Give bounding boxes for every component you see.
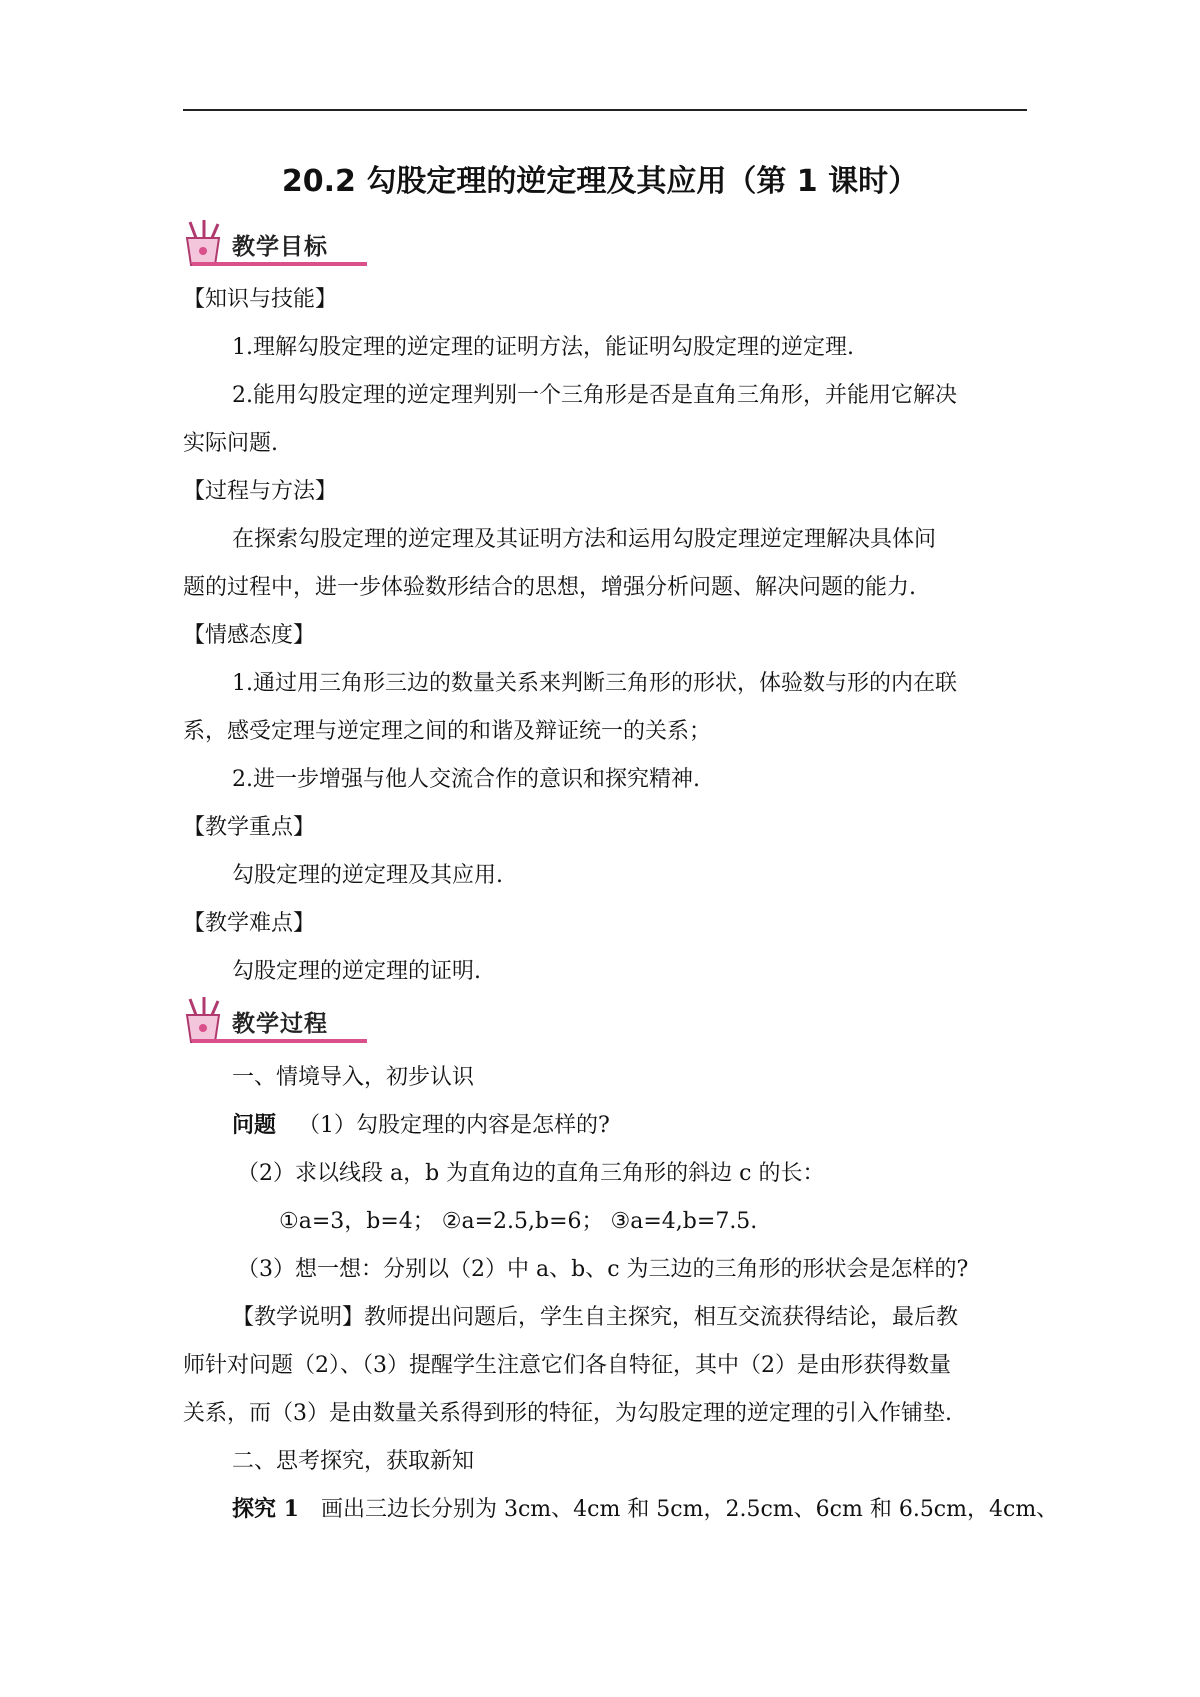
knowledge-item-1: 1.理解勾股定理的逆定理的证明方法，能证明勾股定理的逆定理. <box>232 335 854 360</box>
knowledge-heading: 【知识与技能】 <box>183 287 338 312</box>
section-badge-goals <box>182 218 367 270</box>
part-1-heading: 一、情境导入，初步认识 <box>232 1065 475 1090</box>
difficulty-heading: 【教学难点】 <box>183 911 316 936</box>
explore-1-text: 画出三边长分别为 3cm、4cm 和 5cm，2.5cm、6cm 和 6.5cm，4cm、 <box>320 1497 1059 1522</box>
emotion-heading: 【情感态度】 <box>183 623 316 648</box>
difficulty-text: 勾股定理的逆定理的证明. <box>232 959 481 984</box>
badge-label: 教学目标 <box>232 234 328 260</box>
emotion-item-1: 1.通过用三角形三边的数量关系来判断三角形的形状，体验数与形的内在联 <box>232 671 957 696</box>
knowledge-item-2-cont: 实际问题. <box>183 431 278 456</box>
process-text: 在探索勾股定理的逆定理及其证明方法和运用勾股定理逆定理解决具体问 <box>232 527 937 552</box>
process-heading: 【过程与方法】 <box>183 479 338 504</box>
pencil-cup-icon <box>182 995 224 1045</box>
badge-label: 教学过程 <box>232 1011 328 1037</box>
question-label: 问题 <box>232 1112 277 1138</box>
question-3: （3）想一想：分别以（2）中 a、b、c 为三边的三角形的形状会是怎样的? <box>237 1257 969 1282</box>
key-point-text: 勾股定理的逆定理及其应用. <box>232 863 503 888</box>
pencil-cup-icon <box>182 218 224 268</box>
key-point-heading: 【教学重点】 <box>183 815 316 840</box>
emotion-item-2: 2.进一步增强与他人交流合作的意识和探究精神. <box>232 767 700 792</box>
knowledge-item-2: 2.能用勾股定理的逆定理判别一个三角形是否是直角三角形，并能用它解决 <box>232 383 957 408</box>
question-1-text: （1）勾股定理的内容是怎样的? <box>298 1113 610 1138</box>
process-text-cont: 题的过程中，进一步体验数形结合的思想，增强分析问题、解决问题的能力. <box>183 575 916 600</box>
badge-underline <box>192 1039 367 1043</box>
emotion-item-1-cont: 系，感受定理与逆定理之间的和谐及辩证统一的关系； <box>183 719 712 744</box>
part-2-heading: 二、思考探究，获取新知 <box>232 1449 475 1474</box>
question-2: （2）求以线段 a，b 为直角边的直角三角形的斜边 c 的长： <box>237 1161 825 1186</box>
teaching-note: 【教学说明】教师提出问题后，学生自主探究，相互交流获得结论，最后教 <box>232 1305 959 1330</box>
header-rule <box>183 109 1027 111</box>
badge-underline <box>192 262 367 266</box>
section-badge-process <box>182 995 367 1047</box>
teaching-note-cont-2: 关系，而（3）是由数量关系得到形的特征，为勾股定理的逆定理的引入作铺垫. <box>183 1401 952 1426</box>
explore-label: 探究 1 <box>232 1496 299 1522</box>
question-2-items: ①a=3，b=4； ②a=2.5,b=6； ③a=4,b=7.5. <box>279 1209 758 1234</box>
teaching-note-cont-1: 师针对问题（2）、（3）提醒学生注意它们各自特征，其中（2）是由形获得数量 <box>183 1353 951 1378</box>
explore-1 <box>232 1492 1082 1523</box>
page-title: 20.2 勾股定理的逆定理及其应用（第 1 课时） <box>281 164 919 199</box>
question-1 <box>232 1108 1082 1139</box>
